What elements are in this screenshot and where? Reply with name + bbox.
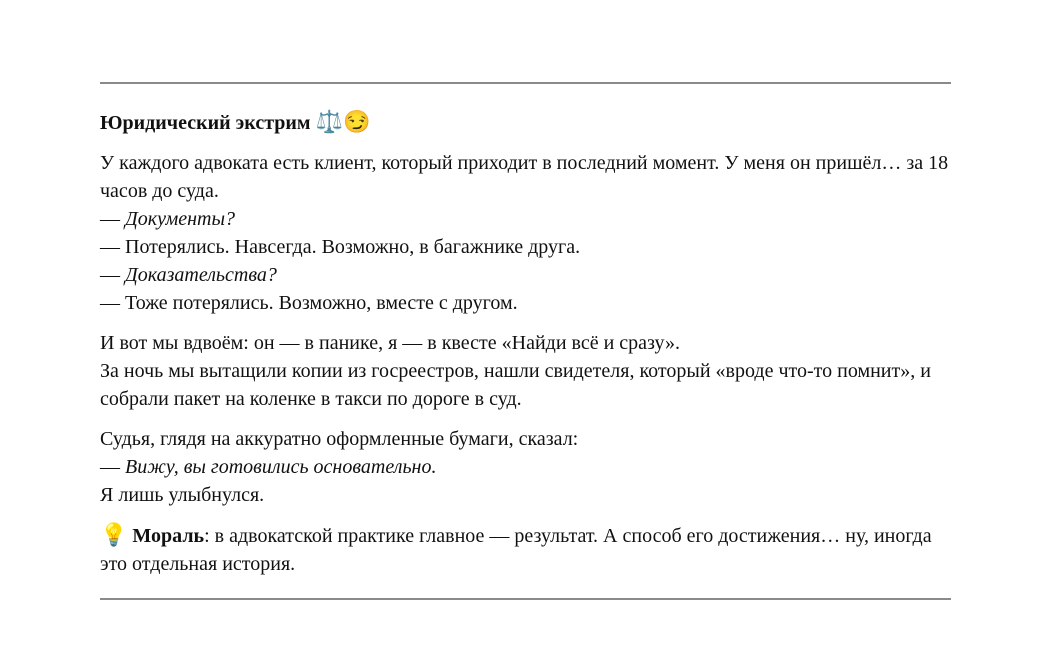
paragraph-intro	[100, 149, 951, 317]
moral-label: Мораль	[132, 525, 205, 547]
post-content	[100, 84, 951, 598]
lightbulb-icon: 💡	[100, 522, 128, 547]
dialog-question-2	[100, 261, 951, 289]
post-title-text: Юридический экстрим	[100, 112, 311, 134]
judge-line-1: Судья, глядя на аккуратно оформленные бумаги, сказал:	[100, 428, 579, 450]
dash: —	[100, 208, 125, 230]
post	[100, 82, 951, 600]
bottom-divider	[100, 598, 951, 600]
night-line-2: За ночь мы вытащили копии из госреестров, нашли свидетеля, который «вроде что-то помнит», и собрали пакет на коленке в такси по дороге в суд.	[100, 360, 931, 410]
question-evidence: Доказательства?	[125, 264, 277, 286]
paragraph-night	[100, 329, 951, 413]
scales-smirk-emoji-icon: ⚖️😏	[315, 109, 371, 134]
post-title	[100, 108, 951, 137]
paragraph-judge	[100, 425, 951, 509]
dash: —	[100, 264, 125, 286]
dash: —	[100, 456, 125, 478]
paragraph-moral	[100, 521, 951, 578]
judge-quote-text: Вижу, вы готовились основательно.	[125, 456, 437, 478]
dialog-question-1	[100, 205, 951, 233]
judge-quote	[100, 453, 951, 481]
dialog-answer-2: — Тоже потерялись. Возможно, вместе с другом.	[100, 292, 518, 314]
dialog-answer-1: — Потерялись. Навсегда. Возможно, в багажнике друга.	[100, 236, 581, 258]
question-documents: Документы?	[125, 208, 236, 230]
night-line-1: И вот мы вдвоём: он — в панике, я — в квесте «Найди всё и сразу».	[100, 332, 681, 354]
judge-line-3: Я лишь улыбнулся.	[100, 484, 265, 506]
moral-text: : в адвокатской практике главное — результат. А способ его достижения… ну, иногда это отдельная история.	[100, 525, 932, 575]
intro-text: У каждого адвоката есть клиент, который приходит в последний момент. У меня он пришёл… за 18 часов до суда.	[100, 152, 949, 202]
